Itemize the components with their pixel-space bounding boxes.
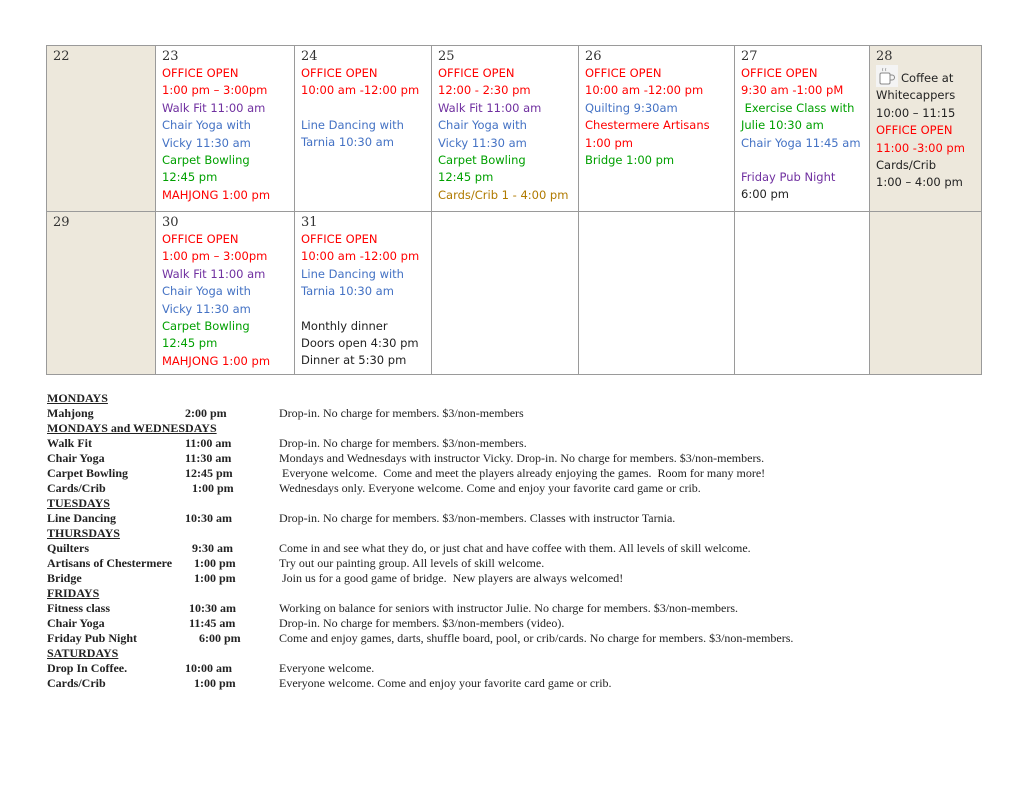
event-artisans: Chestermere Artisans [585, 118, 710, 133]
event-chair-yoga: Chair Yoga with [162, 284, 251, 299]
day-number: 26 [585, 49, 602, 64]
calendar-week-row [47, 212, 982, 375]
event-doors-open: Doors open 4:30 pm [301, 336, 419, 351]
event-coffee-place: Whitecappers [876, 88, 956, 103]
activity-name: Chair Yoga [47, 451, 105, 465]
activity-name: Mahjong [47, 406, 94, 420]
office-open-label: OFFICE OPEN [438, 66, 515, 80]
schedule-item [47, 466, 766, 481]
calendar-week-row [47, 46, 982, 212]
activity-name: Quilters [47, 541, 89, 555]
event-exercise-class-time: Julie 10:30 am [741, 118, 824, 133]
event-cards-crib: Cards/Crib [876, 158, 937, 173]
activity-time: 12:45 pm [185, 466, 233, 480]
event-cards-crib-time: 1:00 – 4:00 pm [876, 175, 963, 190]
event-monthly-dinner: Monthly dinner [301, 318, 388, 333]
activity-name: Carpet Bowling [47, 466, 128, 480]
activity-description: Working on balance for seniors with instructor Julie. No charge for members. $3/non-members. [279, 601, 739, 615]
activity-time: 1:00 pm [194, 556, 236, 570]
event-line-dancing: Line Dancing with [301, 266, 404, 281]
event-chair-yoga-time: Vicky 11:30 am [162, 301, 251, 316]
activity-time: 9:30 am [192, 541, 233, 555]
day-number: 28 [876, 49, 893, 64]
activity-name: Line Dancing [47, 511, 117, 525]
event-cards-crib: Cards/Crib 1 - 4:00 pm [438, 187, 569, 202]
office-open-label: OFFICE OPEN [162, 66, 239, 80]
event-carpet-bowling: Carpet Bowling [162, 319, 250, 334]
activity-description: Come in and see what they do, or just chat and have coffee with them. All levels of skill welcome. [279, 541, 751, 555]
activity-time: 11:00 am [185, 436, 232, 450]
event-chair-yoga-time: Vicky 11:30 am [162, 135, 251, 150]
activity-name: Fitness class [47, 601, 110, 615]
weekly-schedule [47, 391, 794, 691]
office-open-label: OFFICE OPEN [741, 66, 818, 80]
event-coffee-time: 10:00 – 11:15 [876, 105, 956, 120]
activity-description: Drop-in. No charge for members. $3/non-members. [279, 436, 527, 450]
office-open-label: OFFICE OPEN [301, 66, 378, 80]
activity-description: Come and enjoy games, darts, shuffle board, pool, or crib/cards. No charge for members. $3/non-members. [279, 631, 794, 645]
day-cell-sunday [47, 46, 156, 212]
event-quilting: Quilting 9:30am [585, 100, 678, 115]
office-hours: 11:00 -3:00 pm [876, 140, 965, 155]
event-exercise-class: Exercise Class with [741, 100, 855, 115]
activity-name: Cards/Crib [47, 676, 106, 690]
schedule-heading: FRIDAYS [47, 586, 100, 600]
activity-name: Drop In Coffee. [47, 661, 128, 675]
event-mahjong: MAHJONG 1:00 pm [162, 353, 271, 368]
event-artisans-time: 1:00 pm [585, 135, 633, 150]
schedule-heading: TUESDAYS [47, 496, 110, 510]
day-number: 27 [741, 49, 758, 64]
activity-description: Join us for a good game of bridge. New players are always welcomed! [279, 571, 624, 585]
activity-description: Drop-in. No charge for members. $3/non-members [279, 406, 524, 420]
schedule-item [47, 571, 624, 586]
day-cell-monday [156, 46, 295, 212]
day-cell-empty [735, 212, 870, 375]
activity-description: Everyone welcome. Come and meet the players already enjoying the games. Room for many more! [279, 466, 766, 480]
day-number: 29 [53, 215, 70, 230]
activity-description: Drop-in. No charge for members. $3/non-members (video). [279, 616, 565, 630]
activity-name: Cards/Crib [47, 481, 106, 495]
day-cell-sunday [47, 212, 156, 375]
office-open-label: OFFICE OPEN [162, 232, 239, 246]
day-number: 30 [162, 215, 179, 230]
schedule-item [47, 481, 701, 496]
schedule-heading: SATURDAYS [47, 646, 119, 660]
event-chair-yoga: Chair Yoga with [438, 118, 527, 133]
event-line-dancing: Line Dancing with [301, 117, 404, 132]
office-open-label: OFFICE OPEN [876, 123, 953, 138]
activity-time: 10:30 am [189, 601, 236, 615]
activity-time: 1:00 pm [194, 571, 236, 585]
day-cell-tuesday [295, 46, 432, 212]
activity-name: Artisans of Chestermere [47, 556, 173, 570]
event-pub-night-time: 6:00 pm [741, 187, 789, 202]
office-hours: 10:00 am -12:00 pm [301, 83, 420, 98]
schedule-item [47, 451, 765, 466]
coffee-mug-icon [876, 65, 898, 87]
day-cell-saturday [870, 46, 982, 212]
schedule-item [47, 556, 545, 571]
schedule-item [47, 541, 751, 556]
activity-name: Chair Yoga [47, 616, 105, 630]
event-chair-yoga: Chair Yoga 11:45 am [741, 135, 861, 150]
event-mahjong: MAHJONG 1:00 pm [162, 187, 271, 202]
event-carpet-bowling: Carpet Bowling [438, 153, 526, 168]
activity-name: Bridge [47, 571, 82, 585]
activity-time: 10:00 am [185, 661, 232, 675]
activity-description: Try out our painting group. All levels of skill welcome. [279, 556, 545, 570]
schedule-item [47, 616, 565, 631]
activity-description: Drop-in. No charge for members. $3/non-members. Classes with instructor Tarnia. [279, 511, 676, 525]
event-carpet-bowling-time: 12:45 pm [162, 336, 218, 351]
activity-time: 11:30 am [185, 451, 232, 465]
schedule-heading: MONDAYS [47, 391, 108, 405]
day-number: 22 [53, 49, 70, 64]
event-carpet-bowling: Carpet Bowling [162, 153, 250, 168]
event-carpet-bowling-time: 12:45 pm [438, 170, 494, 185]
schedule-item [47, 631, 794, 646]
event-chair-yoga-time: Vicky 11:30 am [438, 135, 527, 150]
activity-time: 1:00 pm [194, 676, 236, 690]
event-pub-night: Friday Pub Night [741, 170, 836, 185]
activity-time: 1:00 pm [192, 481, 234, 495]
activity-time: 10:30 am [185, 511, 232, 525]
day-cell-thursday [579, 46, 735, 212]
activity-time: 11:45 am [189, 616, 236, 630]
day-number: 23 [162, 49, 179, 64]
office-hours: 10:00 am -12:00 pm [301, 249, 420, 264]
office-open-label: OFFICE OPEN [585, 66, 662, 80]
day-cell-wednesday [432, 46, 579, 212]
event-dinner-time: Dinner at 5:30 pm [301, 353, 407, 368]
event-bridge: Bridge 1:00 pm [585, 153, 675, 168]
activity-name: Walk Fit [47, 436, 93, 450]
day-cell-empty [432, 212, 579, 375]
event-walk-fit: Walk Fit 11:00 am [162, 266, 266, 281]
schedule-item [47, 436, 527, 451]
office-hours: 9:30 am -1:00 pM [741, 83, 844, 98]
day-number: 25 [438, 49, 455, 64]
event-walk-fit: Walk Fit 11:00 am [438, 100, 542, 115]
office-hours: 1:00 pm – 3:00pm [162, 249, 268, 264]
schedule-item [47, 676, 612, 691]
day-cell-saturday [870, 212, 982, 375]
schedule-heading: MONDAYS and WEDNESDAYS [47, 421, 217, 435]
office-open-label: OFFICE OPEN [301, 232, 378, 246]
activity-description: Everyone welcome. [279, 661, 375, 675]
event-chair-yoga: Chair Yoga with [162, 118, 251, 133]
event-coffee: Coffee at [876, 65, 975, 87]
event-line-dancing-time: Tarnia 10:30 am [301, 284, 394, 299]
calendar-table [46, 45, 982, 375]
activity-name: Friday Pub Night [47, 631, 138, 645]
day-number: 31 [301, 215, 318, 230]
schedule-item [47, 511, 676, 526]
office-hours: 1:00 pm – 3:00pm [162, 83, 268, 98]
schedule-item [47, 601, 739, 616]
schedule-heading: THURSDAYS [47, 526, 120, 540]
event-carpet-bowling-time: 12:45 pm [162, 170, 218, 185]
schedule-item [47, 406, 524, 421]
day-cell-empty [579, 212, 735, 375]
schedule-item [47, 661, 375, 676]
day-cell-tuesday [295, 212, 432, 375]
activity-description: Mondays and Wednesdays with instructor Vicky. Drop-in. No charge for members. $3/non-members. [279, 451, 765, 465]
day-number: 24 [301, 49, 318, 64]
activity-description: Everyone welcome. Come and enjoy your favorite card game or crib. [279, 676, 612, 690]
office-hours: 10:00 am -12:00 pm [585, 83, 704, 98]
event-line-dancing-time: Tarnia 10:30 am [301, 135, 394, 150]
activity-time: 6:00 pm [199, 631, 241, 645]
activity-time: 2:00 pm [185, 406, 227, 420]
event-walk-fit: Walk Fit 11:00 am [162, 100, 266, 115]
day-cell-monday [156, 212, 295, 375]
office-hours: 12:00 - 2:30 pm [438, 83, 531, 98]
activity-description: Wednesdays only. Everyone welcome. Come and enjoy your favorite card game or crib. [279, 481, 701, 495]
day-cell-friday [735, 46, 870, 212]
